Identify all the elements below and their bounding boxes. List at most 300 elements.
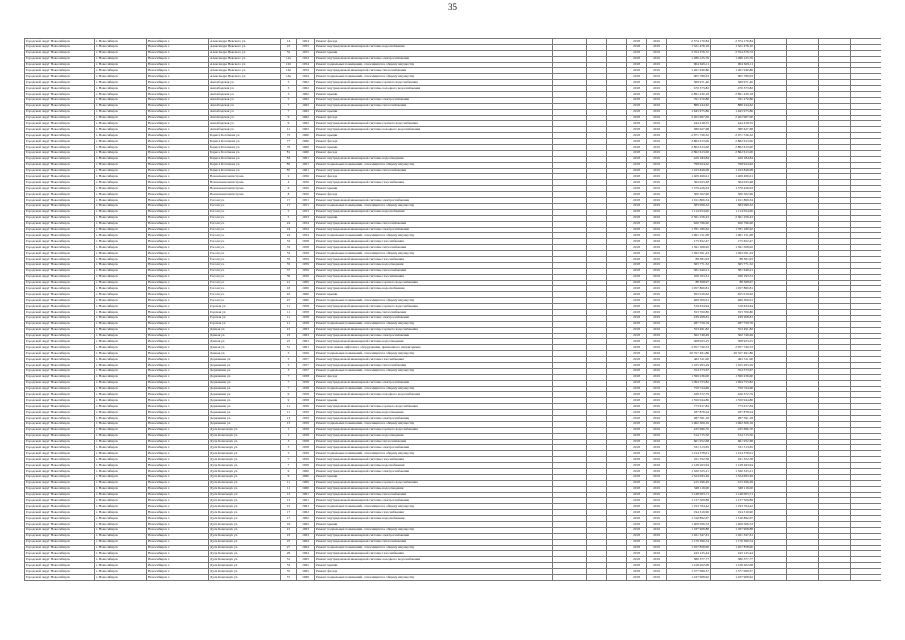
table-cell: Городской округ Новосибирск xyxy=(25,68,95,74)
table-cell: 381 649,21 xyxy=(667,268,711,274)
table-cell: 661 952,68 xyxy=(711,439,755,445)
table-cell: г. Новосибирск xyxy=(95,209,147,215)
table-cell: Ремонт фасада xyxy=(315,39,553,45)
table-cell: 35 xyxy=(281,262,297,268)
table-cell: Городской округ Новосибирск xyxy=(25,498,95,504)
table-cell: Дуси Ковальчук ул. xyxy=(209,445,281,451)
table-cell: г. Новосибирск xyxy=(95,463,147,469)
table-cell: 1959 xyxy=(297,262,315,268)
table-cell: г. Новосибирск xyxy=(95,92,147,98)
table-cell: 1962 xyxy=(297,510,315,516)
table-cell: 2019 xyxy=(647,368,667,374)
table-cell: 88 368,97 xyxy=(667,280,711,286)
table-cell: Державина ул. xyxy=(209,410,281,416)
table-cell: 88 368,97 xyxy=(711,280,755,286)
table-cell: Новосибирск г. xyxy=(147,380,209,386)
table-cell: Ремонт внутридомовой инженерной системы водоснабжения xyxy=(315,44,553,50)
table-cell: 2019 xyxy=(647,492,667,498)
table-cell: 1 011 806,34 xyxy=(667,198,711,204)
table-cell: Дуси Ковальчук ул. xyxy=(209,510,281,516)
table-cell: г. Новосибирск xyxy=(95,457,147,463)
table-cell: г. Новосибирск xyxy=(95,510,147,516)
table-cell: 7 xyxy=(281,109,297,115)
table-cell: 2019 xyxy=(647,445,667,451)
table-cell: г. Новосибирск xyxy=(95,404,147,410)
table-cell: Новосибирск г. xyxy=(147,345,209,351)
table-cell: Ашхабадская ул. xyxy=(209,97,281,103)
table-cell: 1960 xyxy=(297,469,315,475)
table-cell: Городской округ Новосибирск xyxy=(25,251,95,257)
table-cell: Городской округ Новосибирск xyxy=(25,56,95,62)
table-cell: г. Новосибирск xyxy=(95,286,147,292)
table-cell: Новосибирск г. xyxy=(147,527,209,533)
table-cell: 2018 xyxy=(627,357,647,363)
table-cell: Ремонт внутридомовой инженерной системы газоснабжения xyxy=(315,256,553,262)
table-cell: 1961 xyxy=(297,168,315,174)
table-cell: Городской округ Новосибирск xyxy=(25,563,95,569)
table-cell: 1954 xyxy=(297,39,315,45)
table-cell: 2019 xyxy=(647,321,667,327)
table-cell: 463 311,00 xyxy=(667,357,711,363)
table-cell: 2018 xyxy=(627,339,647,345)
table-cell: 348 119,00 xyxy=(711,486,755,492)
table-cell: 2 891 430,18 xyxy=(711,92,755,98)
table-cell: 2018 xyxy=(627,374,647,380)
table-cell: Городской округ Новосибирск xyxy=(25,86,95,92)
table-cell: 1960 xyxy=(297,486,315,492)
table-cell: 11 xyxy=(281,127,297,133)
table-cell: 444 418,55 xyxy=(667,121,711,127)
table-cell: 1 781 180,62 xyxy=(711,227,755,233)
table-cell: Ремонт крыши xyxy=(315,398,553,404)
table-cell: 1958 xyxy=(297,315,315,321)
table-cell: 2018 xyxy=(627,227,647,233)
table-cell: Ремонт подвальных помещений, относящихся к общему имуществу xyxy=(315,351,553,357)
table-cell: 2018 xyxy=(627,180,647,186)
table-cell: 369 971,40 xyxy=(667,80,711,86)
table-cell: Гоголя ул. xyxy=(209,221,281,227)
table-cell: Гоголя ул. xyxy=(209,274,281,280)
table-cell: Новосибирск г. xyxy=(147,97,209,103)
table-cell: 519 634,94 xyxy=(667,304,711,310)
table-cell: Ремонт внутридомовой инженерной системы электроснабжения xyxy=(315,227,553,233)
table-cell: 1954 xyxy=(297,221,315,227)
table-cell: 79 xyxy=(281,145,297,151)
table-cell: 1 187 908,88 xyxy=(667,527,711,533)
table-cell: 500 502,96 xyxy=(667,192,711,198)
table-cell: 2018 xyxy=(627,186,647,192)
table-cell: Дачная ул. xyxy=(209,339,281,345)
table-cell: 2018 xyxy=(627,345,647,351)
table-cell: 1 094 753,82 xyxy=(667,380,711,386)
table-cell: 469 309,01 xyxy=(711,298,755,304)
table-cell: Дуси Ковальчук ул. xyxy=(209,451,281,457)
table-cell: Городской округ Новосибирск xyxy=(25,362,95,368)
table-cell: 1960 xyxy=(297,480,315,486)
table-cell: Ремонт внутридомовой инженерной системы водоотведения xyxy=(315,156,553,162)
table-cell: Новосибирск г. xyxy=(147,292,209,298)
table-cell: Городской округ Новосибирск xyxy=(25,44,95,50)
table-cell: Городской округ Новосибирск xyxy=(25,280,95,286)
table-cell: 2018 xyxy=(627,469,647,475)
table-cell: 1960 xyxy=(297,292,315,298)
table-cell: 2019 xyxy=(647,227,667,233)
table-cell: 1962 xyxy=(297,103,315,109)
table-cell: 2018 xyxy=(627,68,647,74)
table-cell: Державина ул. xyxy=(209,368,281,374)
table-cell: 1 xyxy=(281,433,297,439)
table-cell: Ашхабадская ул. xyxy=(209,121,281,127)
table-cell: 2018 xyxy=(627,392,647,398)
table-cell: Новосибирск г. xyxy=(147,522,209,528)
table-cell: Новосибирск г. xyxy=(147,239,209,245)
table-cell: 1 176 390,54 xyxy=(667,539,711,545)
table-cell: 1965 xyxy=(297,569,315,575)
table-cell: Ремонт подвальных помещений, относящихся к общему имуществу xyxy=(315,368,553,374)
table-cell: Городской округ Новосибирск xyxy=(25,298,95,304)
table-cell: 2018 xyxy=(627,474,647,480)
table-cell: Бориса Богаткова ул. xyxy=(209,150,281,156)
table-cell: Новосибирск г. xyxy=(147,575,209,581)
table-cell: 83 xyxy=(281,156,297,162)
table-cell: г. Новосибирск xyxy=(95,280,147,286)
table-cell: 2018 xyxy=(627,510,647,516)
table-cell: 1 163 849,08 xyxy=(667,168,711,174)
table-cell: 1961 xyxy=(297,492,315,498)
table-cell: 1 154 378,01 xyxy=(711,451,755,457)
table-cell: г. Новосибирск xyxy=(95,380,147,386)
table-cell: 553 491,82 xyxy=(711,327,755,333)
table-cell: 1 316 892,07 xyxy=(667,516,711,522)
table-cell: Ремонт внутридомовой инженерной системы горячего водоснабжения xyxy=(315,427,553,433)
table-cell: Ремонт внутридомовой инженерной системы горячего водоснабжения xyxy=(315,480,553,486)
table-cell: Городской округ Новосибирск xyxy=(25,368,95,374)
table-cell: г. Новосибирск xyxy=(95,68,147,74)
table-cell: 2018 xyxy=(627,516,647,522)
table-cell: Ремонт внутридомовой инженерной системы водоотведения xyxy=(315,410,553,416)
table-cell: 1953 xyxy=(297,215,315,221)
table-cell: Ремонт подвальных помещений, относящихся к общему имуществу xyxy=(315,575,553,581)
table-cell: г. Новосибирск xyxy=(95,345,147,351)
table-cell: 2019 xyxy=(647,551,667,557)
table-cell: 2019 xyxy=(647,351,667,357)
table-cell: Новосибирск г. xyxy=(147,139,209,145)
table-cell: Новосибирск г. xyxy=(147,92,209,98)
table-cell: 2018 xyxy=(627,575,647,581)
table-cell: г. Новосибирск xyxy=(95,198,147,204)
table-cell: Городской округ Новосибирск xyxy=(25,351,95,357)
table-cell: 2019 xyxy=(647,404,667,410)
table-cell: 7 xyxy=(281,103,297,109)
table-cell: 1 061 151,08 xyxy=(711,233,755,239)
table-cell: Городской округ Новосибирск xyxy=(25,522,95,528)
table-cell: Дуси Ковальчук ул. xyxy=(209,563,281,569)
table-cell: 1958 xyxy=(297,251,315,257)
table-cell: 2018 xyxy=(627,298,647,304)
table-cell: г. Новосибирск xyxy=(95,256,147,262)
table-cell: 2018 xyxy=(627,333,647,339)
table-cell: 1 176 390,54 xyxy=(711,539,755,545)
table-cell: Городской округ Новосибирск xyxy=(25,374,95,380)
table-cell: Гоголя ул. xyxy=(209,233,281,239)
table-cell: Державина ул. xyxy=(209,421,281,427)
table-cell: Новосибирск г. xyxy=(147,156,209,162)
table-cell: 1959 xyxy=(297,404,315,410)
table-cell: 2019 xyxy=(647,480,667,486)
table-cell: 15 xyxy=(281,504,297,510)
table-cell: 1 062 309,16 xyxy=(667,421,711,427)
table-cell: 88 381,93 xyxy=(711,256,755,262)
table-cell: Ремонт подвальных помещений, относящихся к общему имуществу xyxy=(315,451,553,457)
table-cell: 24 xyxy=(281,227,297,233)
table-cell: 9 xyxy=(281,115,297,121)
table-cell: Городской округ Новосибирск xyxy=(25,457,95,463)
table-cell: 1958 xyxy=(297,374,315,380)
table-cell: 1 193 764,42 xyxy=(711,504,755,510)
table-cell: 2019 xyxy=(647,198,667,204)
table-cell: 2019 xyxy=(647,74,667,80)
table-cell: г. Новосибирск xyxy=(95,292,147,298)
table-cell: Ремонт внутридомовой инженерной системы холодного водоснабжения xyxy=(315,557,553,563)
table-cell: 2018 xyxy=(627,109,647,115)
table-cell: 287 591,18 xyxy=(667,416,711,422)
table-cell: 7 xyxy=(281,463,297,469)
table-cell: 2018 xyxy=(627,563,647,569)
table-cell: Новосибирск г. xyxy=(147,256,209,262)
table-cell: Дуси Ковальчук ул. xyxy=(209,439,281,445)
table-cell: г. Новосибирск xyxy=(95,221,147,227)
table-cell: 7 xyxy=(281,386,297,392)
table-cell: Городской округ Новосибирск xyxy=(25,227,95,233)
table-cell: 1 114 054,00 xyxy=(711,209,755,215)
table-cell: 2018 xyxy=(627,522,647,528)
table-cell: 1959 xyxy=(297,457,315,463)
table-cell: 2018 xyxy=(627,439,647,445)
table-cell: 2018 xyxy=(627,209,647,215)
table-cell: 11 xyxy=(281,309,297,315)
table-cell: 1 286 125,76 xyxy=(711,56,755,62)
table-cell: 2019 xyxy=(647,410,667,416)
table-cell: Ремонт подвальных помещений, относящихся к общему имуществу xyxy=(315,62,553,68)
table-cell: 2018 xyxy=(627,480,647,486)
table-cell: Ремонт крыши xyxy=(315,92,553,98)
table-cell: 1 105 293,29 xyxy=(667,362,711,368)
table-cell: 1954 xyxy=(297,227,315,233)
table-cell: Городской округ Новосибирск xyxy=(25,192,95,198)
table-cell: Городской округ Новосибирск xyxy=(25,121,95,127)
table-cell: 1 062 309,16 xyxy=(711,421,755,427)
table-cell: 2019 xyxy=(647,327,667,333)
table-cell: 920 796,00 xyxy=(667,221,711,227)
table-cell: г. Новосибирск xyxy=(95,439,147,445)
table-cell: Городской округ Новосибирск xyxy=(25,245,95,251)
table-cell: Новосибирск г. xyxy=(147,533,209,539)
table-cell: 17 xyxy=(281,510,297,516)
table-cell: 429 184,84 xyxy=(711,156,755,162)
table-cell: Ремонт внутридомовой инженерной системы газоснабжения xyxy=(315,274,553,280)
table-cell: 2019 xyxy=(647,39,667,45)
table-cell: Городской округ Новосибирск xyxy=(25,180,95,186)
table-cell: 364 023,48 xyxy=(711,180,755,186)
table-cell: 2018 xyxy=(627,504,647,510)
table-cell: 1 599 236,00 xyxy=(711,374,755,380)
table-cell: г. Новосибирск xyxy=(95,392,147,398)
table-cell: 1962 xyxy=(297,127,315,133)
table-cell: г. Новосибирск xyxy=(95,133,147,139)
table-cell: Дачная ул. xyxy=(209,327,281,333)
table-cell: 239 208,81 xyxy=(667,315,711,321)
table-cell: 2019 xyxy=(647,333,667,339)
table-cell: Новосибирск г. xyxy=(147,203,209,209)
table-cell: г. Новосибирск xyxy=(95,150,147,156)
table-cell: 243 125,44 xyxy=(711,551,755,557)
table-cell: г. Новосибирск xyxy=(95,569,147,575)
table-cell: Державина ул. xyxy=(209,362,281,368)
table-cell: 2019 xyxy=(647,174,667,180)
table-cell: 2019 xyxy=(647,298,667,304)
table-cell: Городской округ Новосибирск xyxy=(25,575,95,581)
table-cell: г. Новосибирск xyxy=(95,368,147,374)
table-cell: Новосибирск г. xyxy=(147,433,209,439)
table-cell: 661 952,68 xyxy=(667,439,711,445)
table-cell: 1 377 069,37 xyxy=(711,569,755,575)
table-cell: 17 xyxy=(281,203,297,209)
table-cell: г. Новосибирск xyxy=(95,551,147,557)
table-cell: 2019 xyxy=(647,145,667,151)
table-cell: Новосибирск г. xyxy=(147,268,209,274)
table-cell: 2018 xyxy=(627,162,647,168)
table-cell: 1 437 908,92 xyxy=(667,575,711,581)
table-cell: 2018 xyxy=(627,245,647,251)
table-cell: Новосибирск г. xyxy=(147,539,209,545)
table-cell: 2019 xyxy=(647,433,667,439)
table-cell: 3 xyxy=(281,92,297,98)
table-cell: Ремонт подвальных помещений, относящихся к общему имуществу xyxy=(315,545,553,551)
table-cell: 5 xyxy=(281,351,297,357)
table-cell: 1961 xyxy=(297,504,315,510)
table-cell: 33 xyxy=(281,563,297,569)
table-cell: г. Новосибирск xyxy=(95,80,147,86)
table-cell: Городской округ Новосибирск xyxy=(25,174,95,180)
table-cell: Бориса Богаткова ул. xyxy=(209,145,281,151)
table-cell: г. Новосибирск xyxy=(95,180,147,186)
table-cell: 1954 xyxy=(297,62,315,68)
table-cell: 1 409 566,53 xyxy=(711,522,755,528)
table-cell: 470 373,82 xyxy=(711,86,755,92)
table-cell: Ремонт внутридомовой инженерной системы теплоснабжения xyxy=(315,221,553,227)
table-cell: 2019 xyxy=(647,451,667,457)
table-cell: 1960 xyxy=(297,139,315,145)
table-cell: 2018 xyxy=(627,80,647,86)
table-cell: Городской округ Новосибирск xyxy=(25,262,95,268)
table-cell: 2019 xyxy=(647,186,667,192)
table-cell: 2018 xyxy=(627,239,647,245)
table-cell: 2018 xyxy=(627,280,647,286)
table-cell: Городской округ Новосибирск xyxy=(25,292,95,298)
table-cell: г. Новосибирск xyxy=(95,239,147,245)
table-cell: Новосибирск г. xyxy=(147,62,209,68)
table-cell: 1 321 476,10 xyxy=(711,44,755,50)
table-cell: 1958 xyxy=(297,433,315,439)
table-cell: 2019 xyxy=(647,357,667,363)
table-cell: Новосибирск г. xyxy=(147,451,209,457)
table-cell: Дуси Ковальчук ул. xyxy=(209,522,281,528)
table-cell: 2 554 376,72 xyxy=(667,50,711,56)
table-cell: 11 xyxy=(281,321,297,327)
table-cell: г. Новосибирск xyxy=(95,445,147,451)
table-cell: 2018 xyxy=(627,86,647,92)
table-cell: Новосибирск г. xyxy=(147,463,209,469)
table-cell: 21 xyxy=(281,327,297,333)
table-cell: 1965 xyxy=(297,563,315,569)
table-cell: Державина ул. xyxy=(209,374,281,380)
table-cell: Новосибирск г. xyxy=(147,569,209,575)
table-cell: Ремонт подвальных помещений, относящихся к общему имуществу xyxy=(315,527,553,533)
table-cell: 161 352,58 xyxy=(711,457,755,463)
table-cell: 13 xyxy=(281,492,297,498)
table-cell: Дачная ул. xyxy=(209,351,281,357)
table-cell: 2018 xyxy=(627,56,647,62)
table-cell: Новосибирск г. xyxy=(147,56,209,62)
table-cell: 2019 xyxy=(647,439,667,445)
table-cell: 1964 xyxy=(297,551,315,557)
table-cell: 1966 xyxy=(297,575,315,581)
table-cell: 287 759,76 xyxy=(711,321,755,327)
table-cell: 1 599 236,00 xyxy=(667,374,711,380)
table-cell: г. Новосибирск xyxy=(95,262,147,268)
table-cell: 1960 xyxy=(297,474,315,480)
table-cell: 3 xyxy=(281,362,297,368)
table-cell: 583 099,32 xyxy=(667,203,711,209)
table-cell: Ремонт крыши xyxy=(315,522,553,528)
table-cell: г. Новосибирск xyxy=(95,44,147,50)
table-cell: г. Новосибирск xyxy=(95,251,147,257)
table-cell: Новосибирск г. xyxy=(147,215,209,221)
table-cell: 798 924,62 xyxy=(667,162,711,168)
table-cell xyxy=(587,575,607,581)
table-cell: Ремонт внутридомовой инженерной системы электроснабжения xyxy=(315,469,553,475)
table-cell: Гоголя ул. xyxy=(209,245,281,251)
table-cell: 2018 xyxy=(627,410,647,416)
table-cell: 1960 xyxy=(297,286,315,292)
table-cell: 5 xyxy=(281,97,297,103)
table-cell: 1 154 378,01 xyxy=(667,451,711,457)
table-cell: г. Новосибирск xyxy=(95,215,147,221)
table-cell: 1962 xyxy=(297,92,315,98)
table-cell: Городской округ Новосибирск xyxy=(25,545,95,551)
table-cell: 2018 xyxy=(627,533,647,539)
table-cell: г. Новосибирск xyxy=(95,156,147,162)
table-cell: Александра Невского ул. xyxy=(209,74,281,80)
table-cell: 904 629,11 xyxy=(667,62,711,68)
table-cell: 243 125,44 xyxy=(667,551,711,557)
table-cell: Ремонт внутридомовой инженерной системы теплоснабжения xyxy=(315,309,553,315)
table-cell: Дуси Ковальчук ул. xyxy=(209,516,281,522)
table-cell: Ремонт подвальных помещений, относящихся к общему имуществу xyxy=(315,504,553,510)
table-cell: Дуси Ковальчук ул. xyxy=(209,480,281,486)
table-cell: Новосибирск г. xyxy=(147,262,209,268)
table-cell: Новосибирск г. xyxy=(147,327,209,333)
table-cell: г. Новосибирск xyxy=(95,357,147,363)
table-cell: Державина ул. xyxy=(209,386,281,392)
table-cell: Вокзальная магистраль xyxy=(209,192,281,198)
table-cell: 2019 xyxy=(647,62,667,68)
table-cell xyxy=(819,575,851,581)
table-cell: 1963 xyxy=(297,527,315,533)
table-cell: 1959 xyxy=(297,268,315,274)
table-cell: 583 099,32 xyxy=(711,203,755,209)
table-cell: 2018 xyxy=(627,198,647,204)
